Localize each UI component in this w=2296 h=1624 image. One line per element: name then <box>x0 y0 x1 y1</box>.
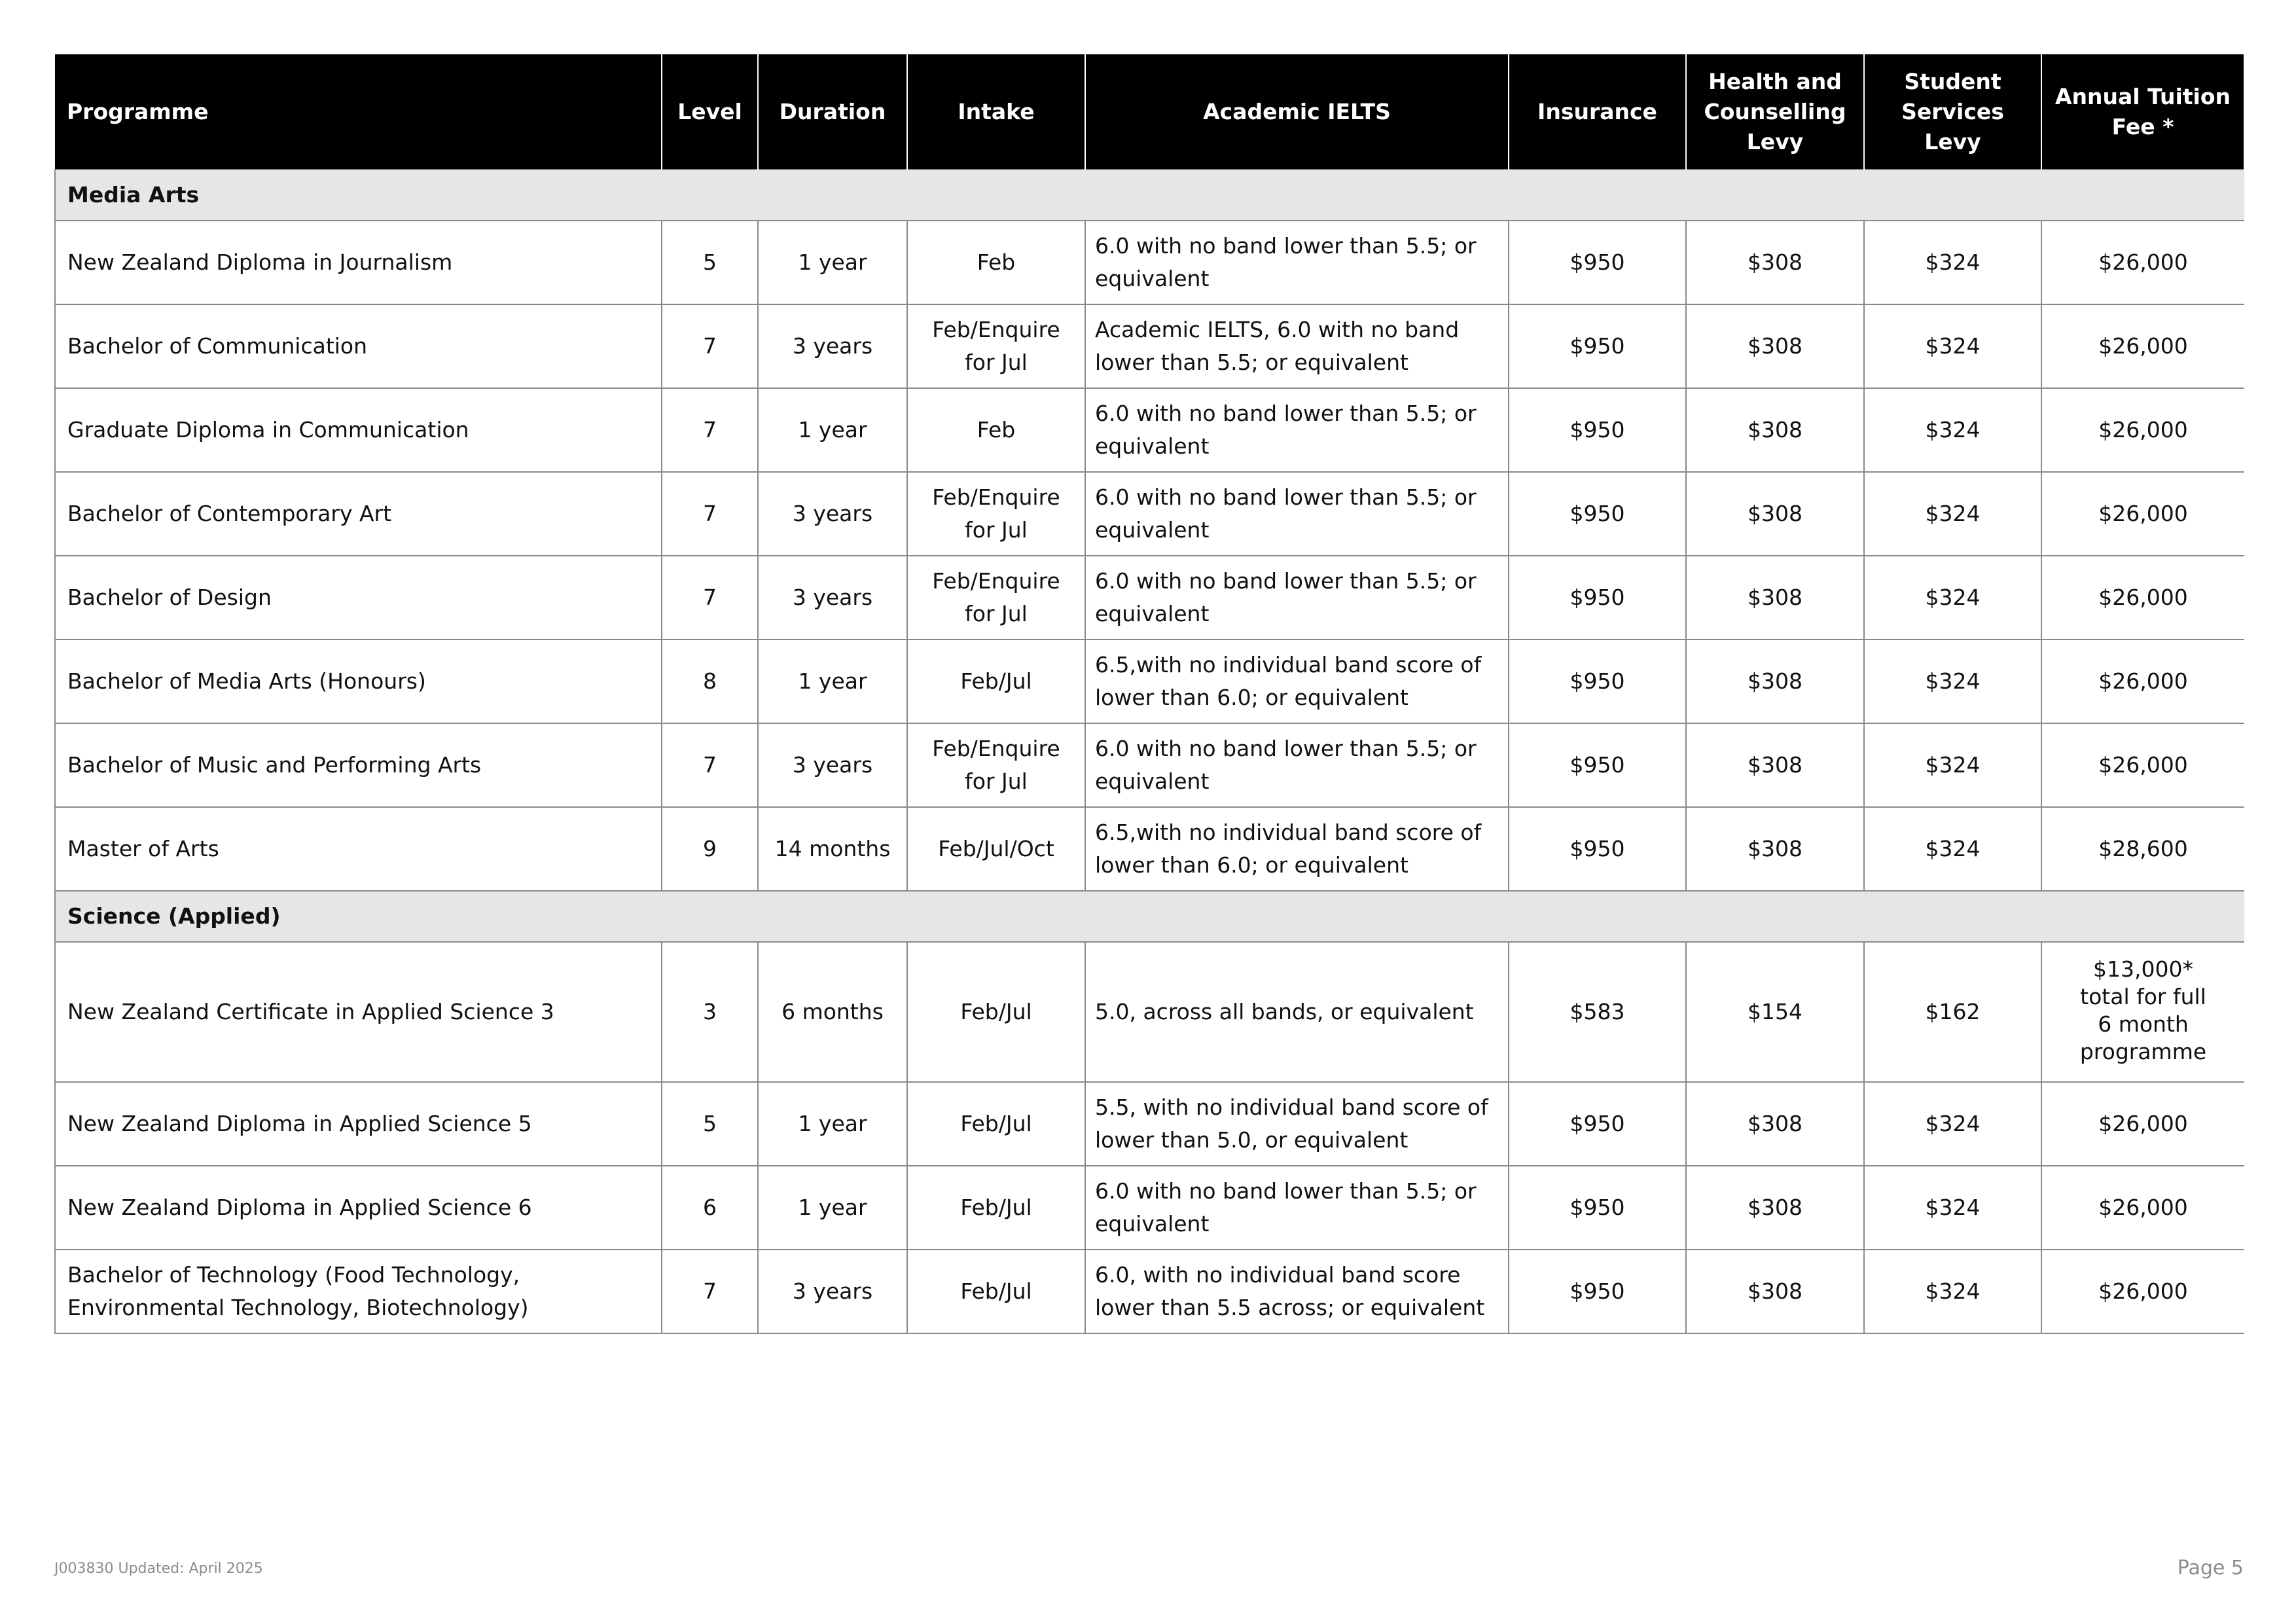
cell-intake: Feb/Jul <box>907 640 1085 723</box>
cell-level: 7 <box>662 723 758 807</box>
section-row <box>55 170 2244 221</box>
table-header-row <box>55 54 2244 170</box>
cell-health-levy: $308 <box>1686 723 1864 807</box>
cell-intake: Feb/Jul <box>907 942 1085 1082</box>
cell-academic-ielts: 5.0, across all bands, or equivalent <box>1085 942 1509 1082</box>
table-row <box>55 942 2244 1082</box>
cell-tuition-fee: $26,000 <box>2041 1166 2244 1250</box>
cell-programme: Bachelor of Contemporary Art <box>55 472 662 556</box>
cell-tuition-fee: $26,000 <box>2041 723 2244 807</box>
cell-duration: 3 years <box>758 472 907 556</box>
cell-intake: Feb/Enquire for Jul <box>907 304 1085 388</box>
cell-services-levy: $324 <box>1864 304 2041 388</box>
cell-services-levy: $324 <box>1864 723 2041 807</box>
cell-programme: Bachelor of Communication <box>55 304 662 388</box>
cell-services-levy: $324 <box>1864 1250 2041 1333</box>
cell-insurance: $950 <box>1509 807 1686 891</box>
cell-programme: New Zealand Diploma in Applied Science 6 <box>55 1166 662 1250</box>
cell-academic-ielts: 6.0 with no band lower than 5.5; or equivalent <box>1085 1166 1509 1250</box>
table-row <box>55 304 2244 388</box>
cell-insurance: $950 <box>1509 1250 1686 1333</box>
section-title: Media Arts <box>55 170 2244 221</box>
header-services-levy: Student Services Levy <box>1864 54 2041 170</box>
header-programme: Programme <box>55 54 662 170</box>
cell-health-levy: $308 <box>1686 304 1864 388</box>
table-body <box>55 170 2244 1333</box>
cell-duration: 3 years <box>758 723 907 807</box>
cell-health-levy: $308 <box>1686 640 1864 723</box>
cell-level: 7 <box>662 472 758 556</box>
cell-academic-ielts: 6.0 with no band lower than 5.5; or equivalent <box>1085 221 1509 304</box>
cell-tuition-fee: $26,000 <box>2041 1250 2244 1333</box>
header-level: Level <box>662 54 758 170</box>
cell-insurance: $950 <box>1509 388 1686 472</box>
cell-services-levy: $324 <box>1864 807 2041 891</box>
cell-programme: Graduate Diploma in Communication <box>55 388 662 472</box>
table-row <box>55 221 2244 304</box>
cell-academic-ielts: 5.5, with no individual band score of lower than 5.0, or equivalent <box>1085 1082 1509 1166</box>
cell-tuition-fee: $26,000 <box>2041 221 2244 304</box>
cell-duration: 3 years <box>758 304 907 388</box>
cell-tuition-fee <box>2041 942 2244 1082</box>
cell-level: 6 <box>662 1166 758 1250</box>
cell-programme: Bachelor of Technology (Food Technology, Environmental Technology, Biotechnology) <box>55 1250 662 1333</box>
cell-health-levy: $308 <box>1686 556 1864 640</box>
cell-health-levy: $308 <box>1686 807 1864 891</box>
cell-academic-ielts: 6.5,with no individual band score of lower than 6.0; or equivalent <box>1085 640 1509 723</box>
cell-level: 5 <box>662 221 758 304</box>
cell-level: 8 <box>662 640 758 723</box>
cell-level: 3 <box>662 942 758 1082</box>
table-row <box>55 388 2244 472</box>
cell-programme: Bachelor of Design <box>55 556 662 640</box>
header-duration: Duration <box>758 54 907 170</box>
header-tuition-fee: Annual Tuition Fee * <box>2041 54 2244 170</box>
cell-academic-ielts: Academic IELTS, 6.0 with no band lower than 5.5; or equivalent <box>1085 304 1509 388</box>
table-row <box>55 723 2244 807</box>
cell-services-levy: $324 <box>1864 556 2041 640</box>
cell-services-levy: $324 <box>1864 640 2041 723</box>
cell-services-levy: $324 <box>1864 388 2041 472</box>
cell-health-levy: $308 <box>1686 388 1864 472</box>
cell-health-levy: $308 <box>1686 472 1864 556</box>
cell-insurance: $950 <box>1509 1166 1686 1250</box>
cell-tuition-fee: $26,000 <box>2041 304 2244 388</box>
cell-intake: Feb <box>907 388 1085 472</box>
cell-programme: New Zealand Diploma in Applied Science 5 <box>55 1082 662 1166</box>
header-academic-ielts: Academic IELTS <box>1085 54 1509 170</box>
table-row <box>55 1082 2244 1166</box>
cell-insurance: $950 <box>1509 472 1686 556</box>
section-row <box>55 891 2244 942</box>
cell-level: 7 <box>662 556 758 640</box>
cell-duration: 14 months <box>758 807 907 891</box>
cell-duration: 1 year <box>758 640 907 723</box>
cell-programme: New Zealand Diploma in Journalism <box>55 221 662 304</box>
table-row <box>55 1166 2244 1250</box>
cell-intake: Feb/Jul/Oct <box>907 807 1085 891</box>
cell-intake: Feb <box>907 221 1085 304</box>
cell-tuition-fee: $26,000 <box>2041 556 2244 640</box>
cell-health-levy: $154 <box>1686 942 1864 1082</box>
cell-services-levy: $324 <box>1864 1166 2041 1250</box>
cell-programme: Bachelor of Media Arts (Honours) <box>55 640 662 723</box>
cell-academic-ielts: 6.0 with no band lower than 5.5; or equivalent <box>1085 723 1509 807</box>
cell-duration: 3 years <box>758 1250 907 1333</box>
footer-doc-ref: J003830 Updated: April 2025 <box>54 1561 263 1577</box>
cell-intake: Feb/Enquire for Jul <box>907 472 1085 556</box>
cell-programme: Master of Arts <box>55 807 662 891</box>
cell-academic-ielts: 6.0 with no band lower than 5.5; or equivalent <box>1085 556 1509 640</box>
cell-health-levy: $308 <box>1686 221 1864 304</box>
table-row <box>55 1250 2244 1333</box>
fee-table <box>54 54 2245 1334</box>
tuition-fee-text: $13,000* total for full 6 month programme <box>2079 956 2207 1064</box>
cell-duration: 1 year <box>758 1166 907 1250</box>
cell-tuition-fee: $26,000 <box>2041 388 2244 472</box>
cell-intake: Feb/Enquire for Jul <box>907 723 1085 807</box>
cell-insurance: $950 <box>1509 221 1686 304</box>
cell-services-levy: $324 <box>1864 1082 2041 1166</box>
cell-health-levy: $308 <box>1686 1166 1864 1250</box>
cell-services-levy: $162 <box>1864 942 2041 1082</box>
cell-health-levy: $308 <box>1686 1082 1864 1166</box>
cell-insurance: $950 <box>1509 640 1686 723</box>
cell-duration: 1 year <box>758 221 907 304</box>
cell-health-levy: $308 <box>1686 1250 1864 1333</box>
cell-level: 7 <box>662 1250 758 1333</box>
cell-insurance: $950 <box>1509 556 1686 640</box>
cell-level: 7 <box>662 388 758 472</box>
cell-duration: 1 year <box>758 1082 907 1166</box>
table-row <box>55 472 2244 556</box>
cell-tuition-fee: $26,000 <box>2041 640 2244 723</box>
cell-tuition-fee: $26,000 <box>2041 472 2244 556</box>
header-intake: Intake <box>907 54 1085 170</box>
cell-insurance: $950 <box>1509 723 1686 807</box>
cell-academic-ielts: 6.0 with no band lower than 5.5; or equivalent <box>1085 472 1509 556</box>
cell-level: 7 <box>662 304 758 388</box>
cell-academic-ielts: 6.5,with no individual band score of lower than 6.0; or equivalent <box>1085 807 1509 891</box>
header-insurance: Insurance <box>1509 54 1686 170</box>
cell-level: 5 <box>662 1082 758 1166</box>
cell-duration: 1 year <box>758 388 907 472</box>
cell-insurance: $950 <box>1509 304 1686 388</box>
cell-programme: New Zealand Certificate in Applied Science 3 <box>55 942 662 1082</box>
cell-duration: 6 months <box>758 942 907 1082</box>
cell-academic-ielts: 6.0 with no band lower than 5.5; or equivalent <box>1085 388 1509 472</box>
cell-academic-ielts: 6.0, with no individual band score lower than 5.5 across; or equivalent <box>1085 1250 1509 1333</box>
cell-intake: Feb/Enquire for Jul <box>907 556 1085 640</box>
header-health-levy: Health and Counselling Levy <box>1686 54 1864 170</box>
cell-duration: 3 years <box>758 556 907 640</box>
cell-intake: Feb/Jul <box>907 1250 1085 1333</box>
cell-intake: Feb/Jul <box>907 1082 1085 1166</box>
table-row <box>55 556 2244 640</box>
table-row <box>55 807 2244 891</box>
footer-page-number: Page 5 <box>2177 1557 2244 1579</box>
cell-tuition-fee: $26,000 <box>2041 1082 2244 1166</box>
cell-intake: Feb/Jul <box>907 1166 1085 1250</box>
cell-services-levy: $324 <box>1864 472 2041 556</box>
table-row <box>55 640 2244 723</box>
cell-tuition-fee: $28,600 <box>2041 807 2244 891</box>
cell-programme: Bachelor of Music and Performing Arts <box>55 723 662 807</box>
cell-insurance: $950 <box>1509 1082 1686 1166</box>
cell-insurance: $583 <box>1509 942 1686 1082</box>
section-title: Science (Applied) <box>55 891 2244 942</box>
cell-level: 9 <box>662 807 758 891</box>
cell-services-levy: $324 <box>1864 221 2041 304</box>
